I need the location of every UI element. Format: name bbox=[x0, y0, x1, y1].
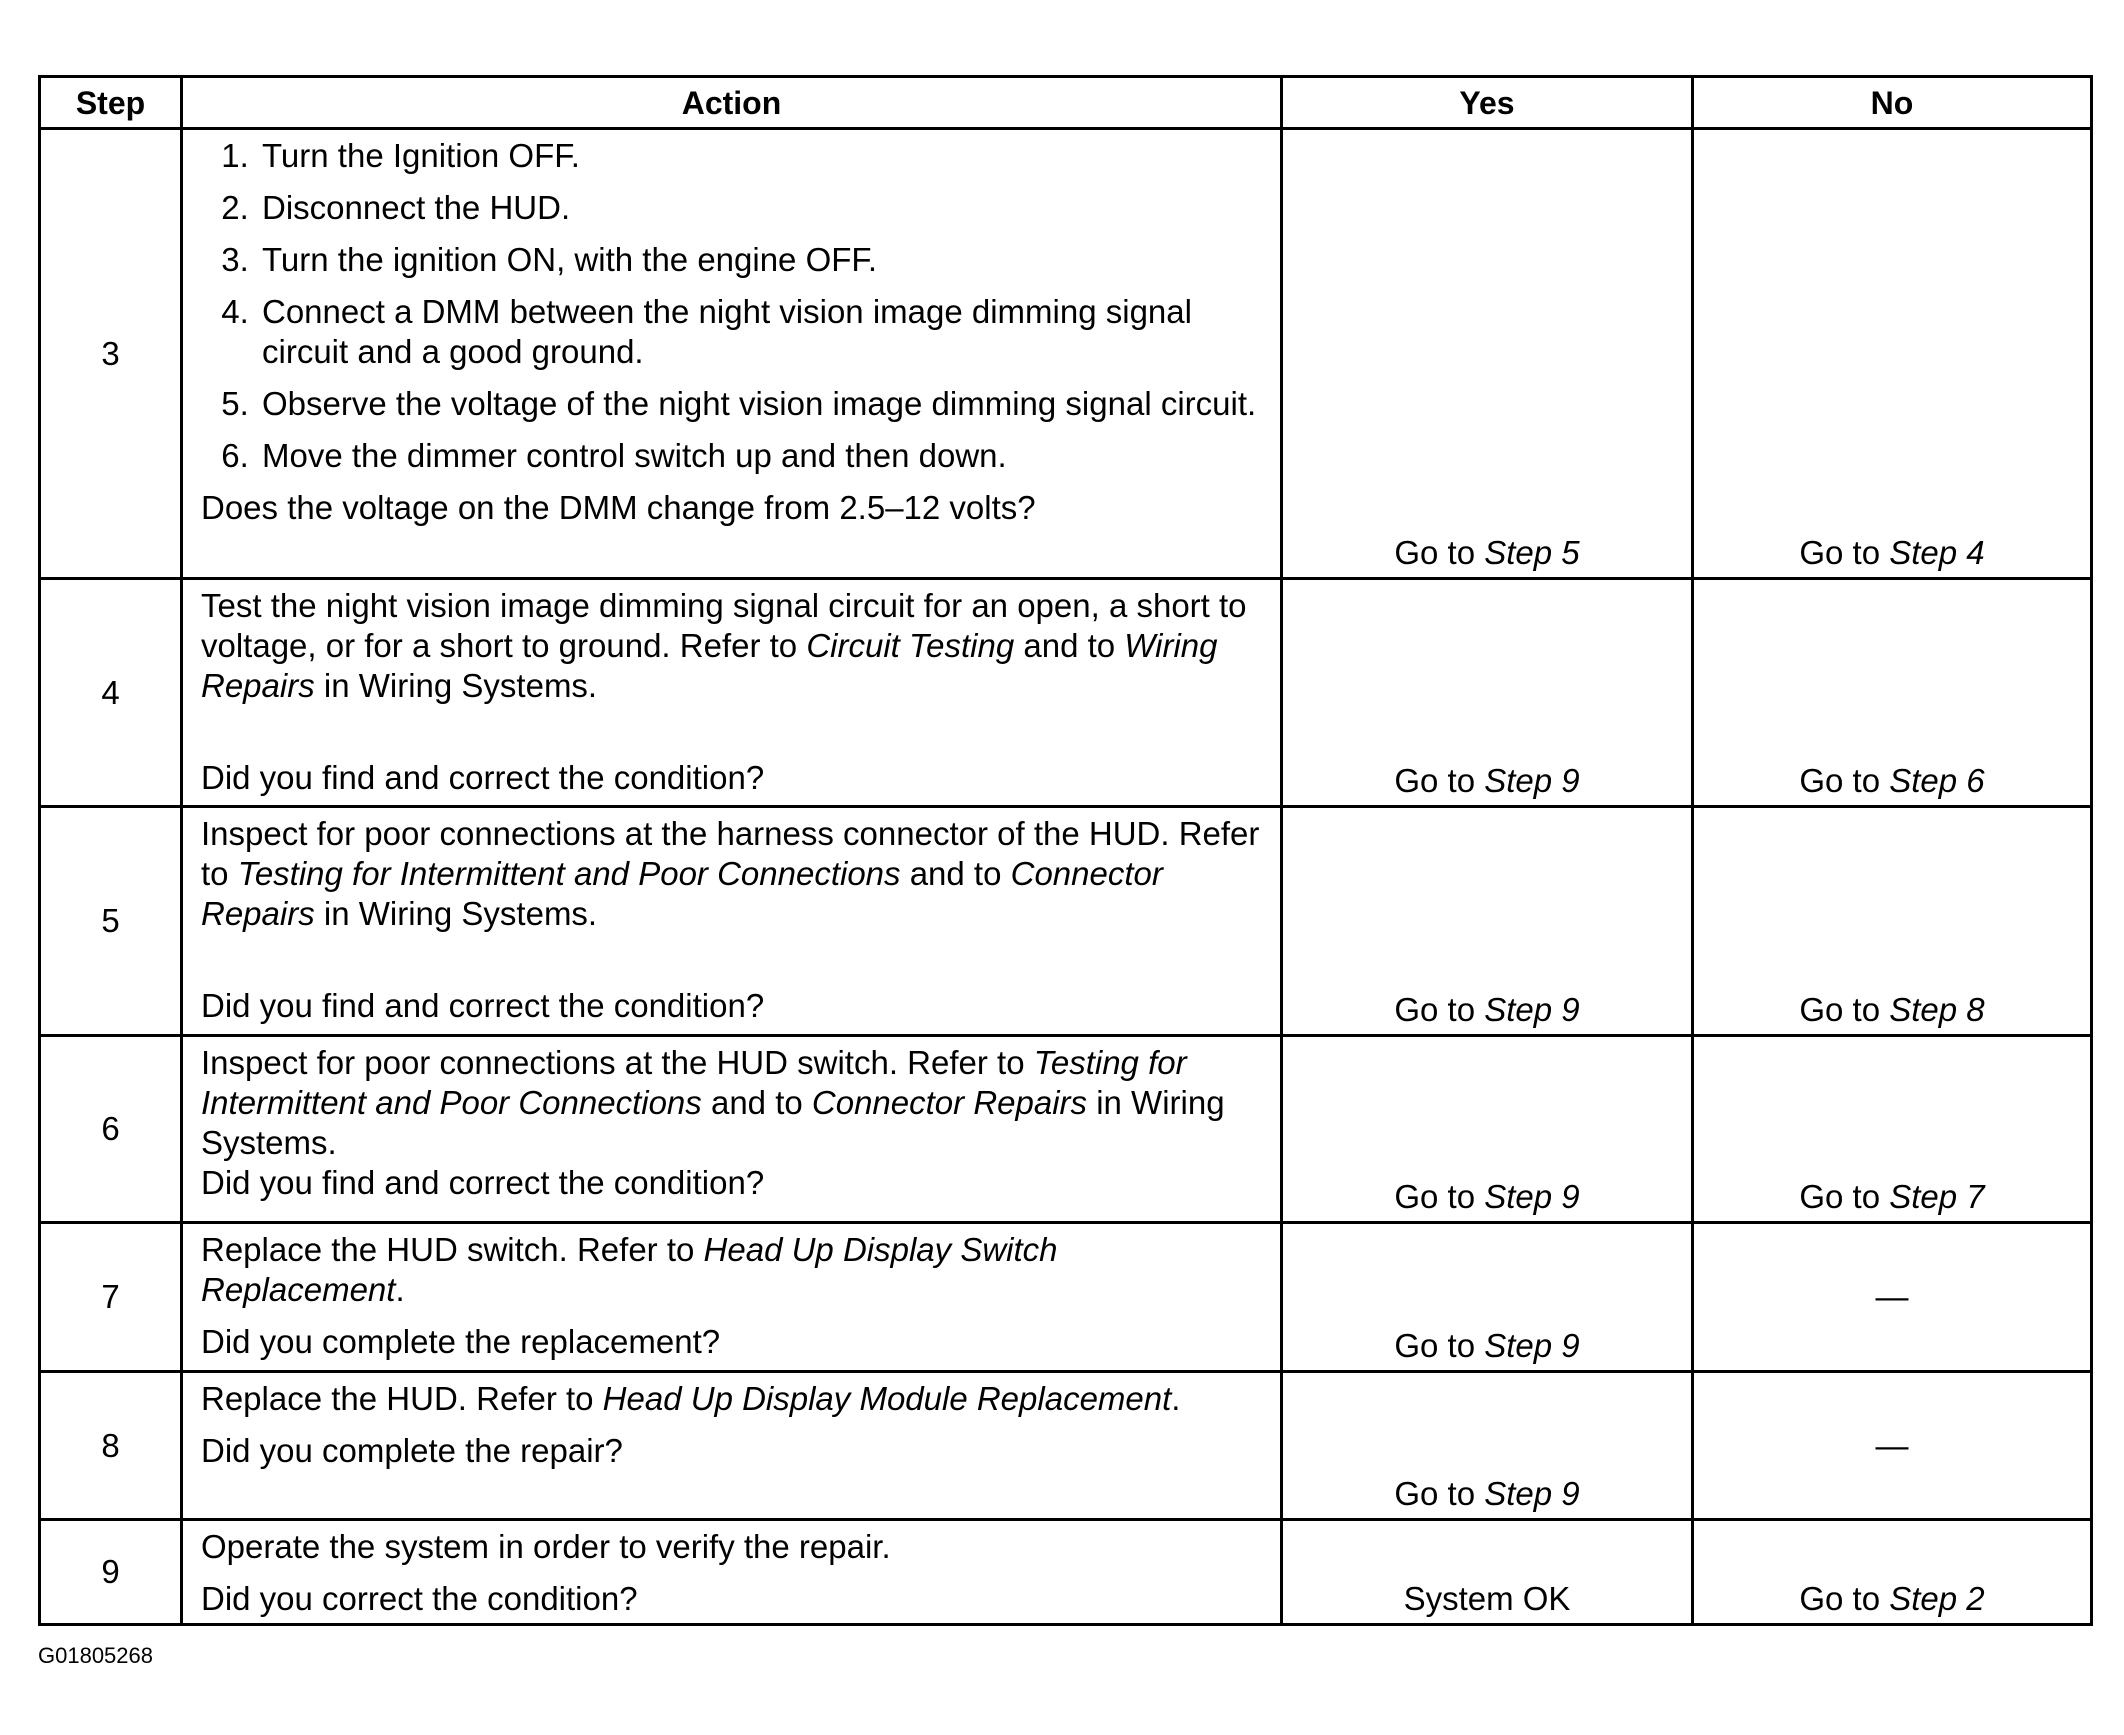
table-row bbox=[40, 1520, 2092, 1625]
step-word: Step bbox=[1484, 1178, 1553, 1215]
no-cell bbox=[1693, 129, 2092, 579]
step-number: 8 bbox=[40, 1372, 182, 1520]
action-cell bbox=[182, 579, 1282, 807]
step-number: 3 bbox=[40, 129, 182, 579]
reference-link: Head Up Display Switch Replacement bbox=[201, 1231, 1058, 1308]
action-cell bbox=[182, 1372, 1282, 1520]
question: Did you find and correct the condition? bbox=[201, 1164, 765, 1201]
target-step: 7 bbox=[1966, 1178, 1985, 1215]
goto-text: Go to bbox=[1394, 1178, 1485, 1215]
target-step: 6 bbox=[1966, 762, 1985, 799]
no-cell bbox=[1693, 1520, 2092, 1625]
list-item: 1. Turn the Ignition OFF. bbox=[258, 136, 1266, 176]
goto-text: Go to bbox=[1799, 1178, 1890, 1215]
substep-list bbox=[201, 136, 1266, 476]
list-item: 6. Move the dimmer control switch up and then down. bbox=[258, 436, 1266, 476]
goto-text: Go to bbox=[1394, 991, 1485, 1028]
target-step: 9 bbox=[1561, 1178, 1580, 1215]
goto-text: Go to bbox=[1394, 1327, 1485, 1364]
header-step: Step bbox=[40, 77, 182, 129]
step-number: 5 bbox=[40, 807, 182, 1036]
step-number: 6 bbox=[40, 1036, 182, 1223]
target-step: 4 bbox=[1966, 534, 1985, 571]
target-step: 9 bbox=[1561, 1475, 1580, 1512]
list-item: 5. Observe the voltage of the night vision image dimming signal circuit. bbox=[258, 384, 1266, 424]
action-cell bbox=[182, 807, 1282, 1036]
table-row bbox=[40, 807, 2092, 1036]
action-cell bbox=[182, 1520, 1282, 1625]
no-cell bbox=[1693, 1036, 2092, 1223]
step-word: Step bbox=[1889, 762, 1958, 799]
header-action: Action bbox=[182, 77, 1282, 129]
instruction: Operate the system in order to verify the repair. bbox=[201, 1528, 891, 1565]
instruction: Replace the HUD. Refer to Head Up Display Module Replacement. bbox=[201, 1380, 1181, 1417]
target-step: 9 bbox=[1561, 991, 1580, 1028]
table-row bbox=[40, 129, 2092, 579]
list-item: 2. Disconnect the HUD. bbox=[258, 188, 1266, 228]
reference-link: Wiring Repairs bbox=[201, 627, 1218, 704]
header-yes: Yes bbox=[1282, 77, 1693, 129]
target-step: 8 bbox=[1966, 991, 1985, 1028]
step-number: 9 bbox=[40, 1520, 182, 1625]
table-row bbox=[40, 1223, 2092, 1372]
action-cell bbox=[182, 1036, 1282, 1223]
no-cell bbox=[1693, 807, 2092, 1036]
step-word: Step bbox=[1889, 1580, 1958, 1617]
action-cell bbox=[182, 1223, 1282, 1372]
figure-id: G01805268 bbox=[38, 1643, 153, 1668]
step-number: 7 bbox=[40, 1223, 182, 1372]
table-row bbox=[40, 1372, 2092, 1520]
step-word: Step bbox=[1484, 534, 1553, 571]
instruction: Inspect for poor connections at the HUD switch. Refer to Testing for Intermittent and Poor Connections and to Connector Repairs in Wiring Systems. bbox=[201, 1044, 1225, 1161]
yes-cell bbox=[1282, 1372, 1693, 1520]
goto-text: Go to bbox=[1394, 1475, 1485, 1512]
instruction: Inspect for poor connections at the harness connector of the HUD. Refer to Testing for Intermittent and Poor Connections and to Connector Repairs in Wiring Systems. bbox=[201, 815, 1260, 932]
reference-link: Testing for Intermittent and Poor Connections bbox=[201, 1044, 1187, 1121]
no-cell bbox=[1693, 579, 2092, 807]
table-row bbox=[40, 1036, 2092, 1223]
goto-text: Go to bbox=[1394, 534, 1485, 571]
goto-text: Go to bbox=[1799, 991, 1890, 1028]
question: Did you find and correct the condition? bbox=[201, 987, 765, 1024]
no-cell: — bbox=[1693, 1372, 2092, 1520]
instruction: Replace the HUD switch. Refer to Head Up Display Switch Replacement. bbox=[201, 1231, 1058, 1308]
reference-link: Connector Repairs bbox=[811, 1084, 1088, 1121]
action-cell bbox=[182, 129, 1282, 579]
step-word: Step bbox=[1484, 991, 1553, 1028]
yes-cell bbox=[1282, 129, 1693, 579]
target-step: 2 bbox=[1966, 1580, 1985, 1617]
table-row bbox=[40, 579, 2092, 807]
yes-cell bbox=[1282, 1036, 1693, 1223]
goto-text: Go to bbox=[1799, 1580, 1890, 1617]
yes-cell bbox=[1282, 1223, 1693, 1372]
question: Did you find and correct the condition? bbox=[201, 759, 765, 796]
target-step: 5 bbox=[1561, 534, 1580, 571]
question: Does the voltage on the DMM change from 2.5–12 volts? bbox=[201, 489, 1036, 526]
step-word: Step bbox=[1889, 991, 1958, 1028]
list-item: 3. Turn the ignition ON, with the engine OFF. bbox=[258, 240, 1266, 280]
goto-text: Go to bbox=[1394, 762, 1485, 799]
target-step: 9 bbox=[1561, 1327, 1580, 1364]
header-row bbox=[40, 77, 2092, 129]
instruction: Test the night vision image dimming signal circuit for an open, a short to voltage, or for a short to ground. Refer to Circuit Testing and to Wiring Repairs in Wiring Systems. bbox=[201, 587, 1247, 704]
yes-cell: System OK bbox=[1282, 1520, 1693, 1625]
list-item: 4. Connect a DMM between the night vision image dimming signal circuit and a good ground. bbox=[258, 292, 1266, 372]
target-step: 9 bbox=[1561, 762, 1580, 799]
reference-link: Connector Repairs bbox=[201, 855, 1163, 932]
step-word: Step bbox=[1484, 1327, 1553, 1364]
yes-cell bbox=[1282, 579, 1693, 807]
question: Did you complete the repair? bbox=[201, 1432, 623, 1469]
goto-text: Go to bbox=[1799, 762, 1890, 799]
reference-link: Circuit Testing bbox=[806, 627, 1015, 664]
goto-text: Go to bbox=[1799, 534, 1890, 571]
step-word: Step bbox=[1484, 762, 1553, 799]
step-word: Step bbox=[1889, 534, 1958, 571]
question: Did you correct the condition? bbox=[201, 1580, 638, 1617]
reference-link: Testing for Intermittent and Poor Connections bbox=[237, 855, 901, 892]
step-number: 4 bbox=[40, 579, 182, 807]
step-word: Step bbox=[1484, 1475, 1553, 1512]
header-no: No bbox=[1693, 77, 2092, 129]
step-word: Step bbox=[1889, 1178, 1958, 1215]
yes-cell bbox=[1282, 807, 1693, 1036]
reference-link: Head Up Display Module Replacement bbox=[602, 1380, 1172, 1417]
question: Did you complete the replacement? bbox=[201, 1323, 721, 1360]
no-cell: — bbox=[1693, 1223, 2092, 1372]
diagnostic-table bbox=[38, 75, 2093, 1626]
